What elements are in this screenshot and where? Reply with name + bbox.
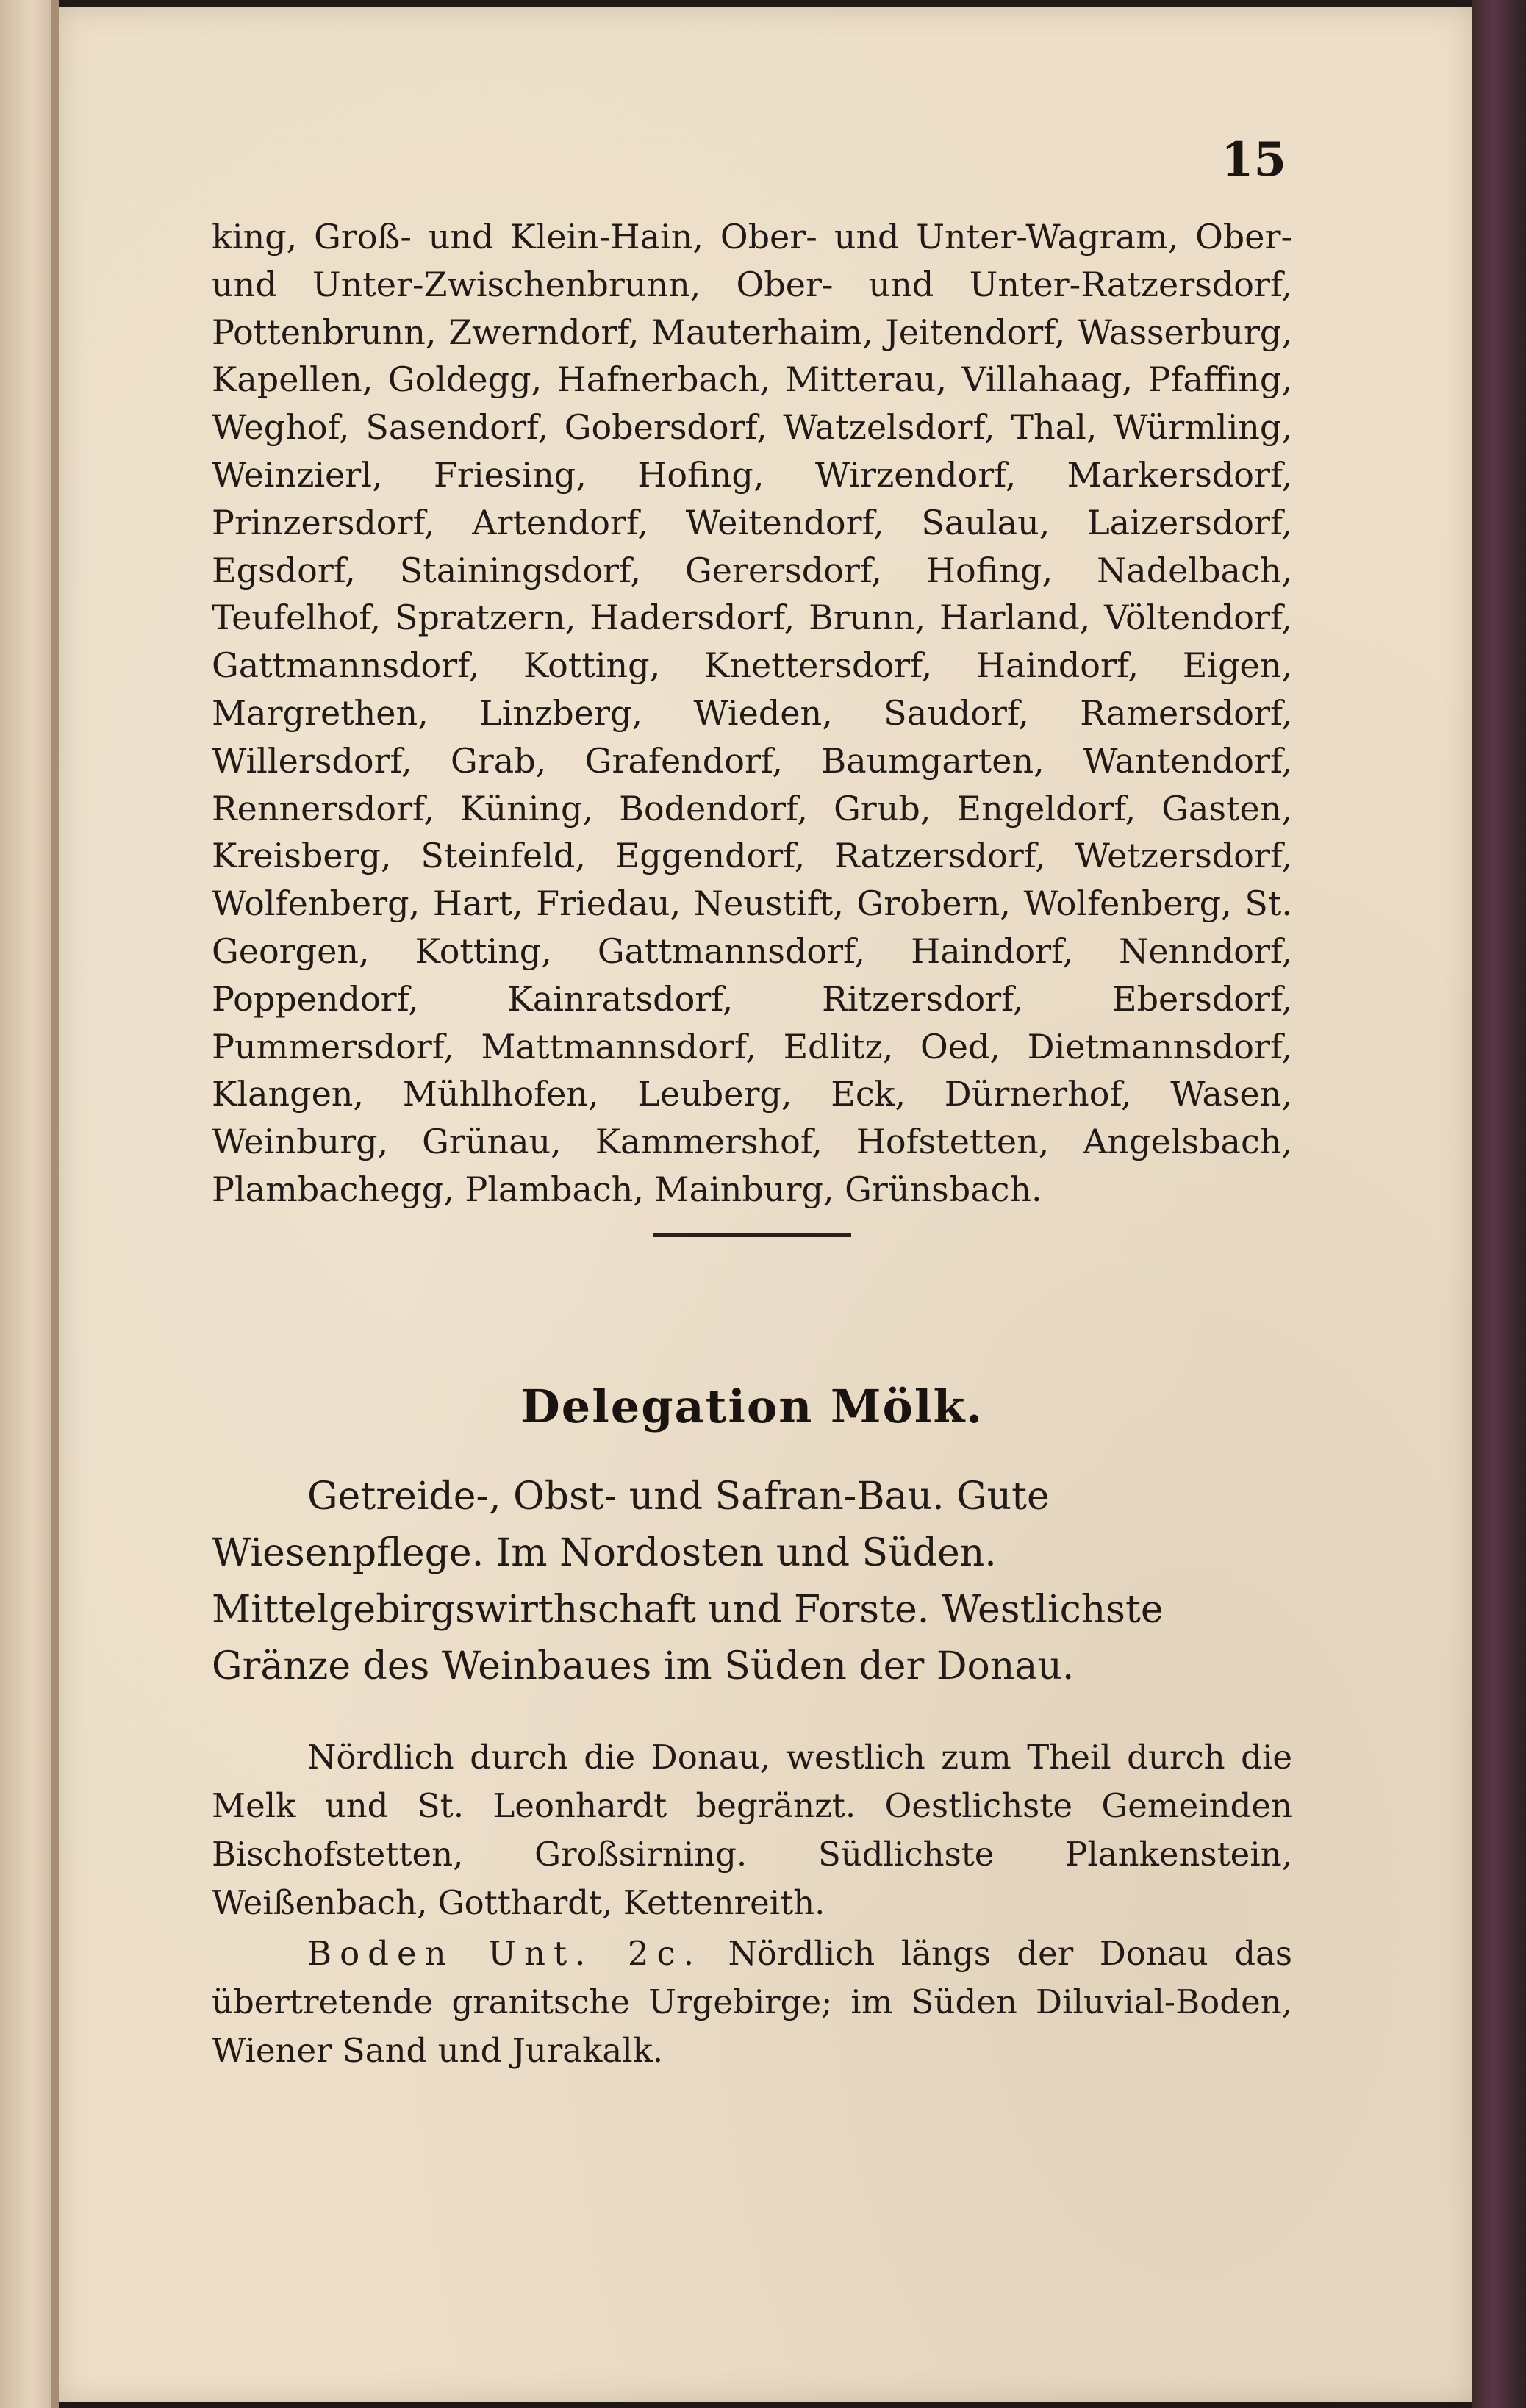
boundary-paragraph: Nördlich durch die Donau, westlich zum Theil durch die Melk und St. Leonhardt begränzt. Oestlichste Gemeinden Bischofstetten, Großsirning. Südlichste Plankenstein, Weißenbach, Gotthardt, Kettenreith.: [212, 1738, 1292, 1922]
book-binding: [1472, 0, 1526, 2408]
soil-paragraph-lead: Boden Unt. 2c.: [307, 1934, 703, 1973]
gutter-shadow: [51, 0, 59, 2408]
section-intro: Getreide-, Obst- und Safran-Bau. Gute Wiesenpflege. Im Nordosten und Süden. Mittelgebirgswirthschaft und Forste. Westlichste Gränze des Weinbaues im Süden der Donau.: [212, 1474, 1164, 1688]
section-divider: [653, 1233, 851, 1237]
soil-paragraph: [212, 1929, 1292, 2075]
previous-page-edge: [0, 0, 59, 2408]
section-heading: Delegation Mölk.: [520, 1380, 984, 1433]
place-list-paragraph: king, Groß- und Klein-Hain, Ober- und Unter-Wagram, Ober- und Unter-Zwischenbrunn, Ober- und Unter-Ratzersdorf, Pottenbrunn, Zwerndorf, Mauterhaim, Jeitendorf, Wasserburg, Kapellen, Goldegg, Hafnerbach, Mitterau, Villahaag, Pfaffing, Weghof, Sasendorf, Gobersdorf, Watzelsdorf, Thal, Würmling, Weinzierl, Friesing, Hofing, Wirzendorf, Markersdorf, Prinzersdorf, Artendorf, Weitendorf, Saulau, Laizersdorf, Egsdorf, Stainingsdorf, Gerersdorf, Hofing, Nadelbach, Teufelhof, Spratzern, Hadersdorf, Brunn, Harland, Völtendorf, Gattmannsdorf, Kotting, Knettersdorf, Haindorf, Eigen, Margrethen, Linzberg, Wieden, Saudorf, Ramersdorf, Willersdorf, Grab, Grafendorf, Baumgarten, Wantendorf, Rennersdorf, Küning, Bodendorf, Grub, Engeldorf, Gasten, Kreisberg, Steinfeld, Eggendorf, Ratzersdorf, Wetzersdorf, Wolfenberg, Hart, Friedau, Neustift, Grobern, Wolfenberg, St. Georgen, Kotting, Gattmannsdorf, Haindorf, Nenndorf, Poppendorf, Kainratsdorf, Ritzersdorf, Ebersdorf, Pummersdorf, Mattmannsdorf, Edlitz, Oed, Dietmannsdorf, Klangen, Mühlhofen, Leuberg, Eck, Dürnerhof, Wasen, Weinburg, Grünau, Kammershof, Hofstetten, Angelsbach, Plambachegg, Plambach, Mainburg, Grünsbach.: [212, 217, 1292, 1209]
soil-paragraph-text: Nördlich längs der Donau das übertretende granitsche Urgebirge; im Süden Diluvial-Boden, Wiener Sand und Jurakalk.: [212, 1934, 1292, 2070]
page-number: 15: [1220, 132, 1286, 187]
